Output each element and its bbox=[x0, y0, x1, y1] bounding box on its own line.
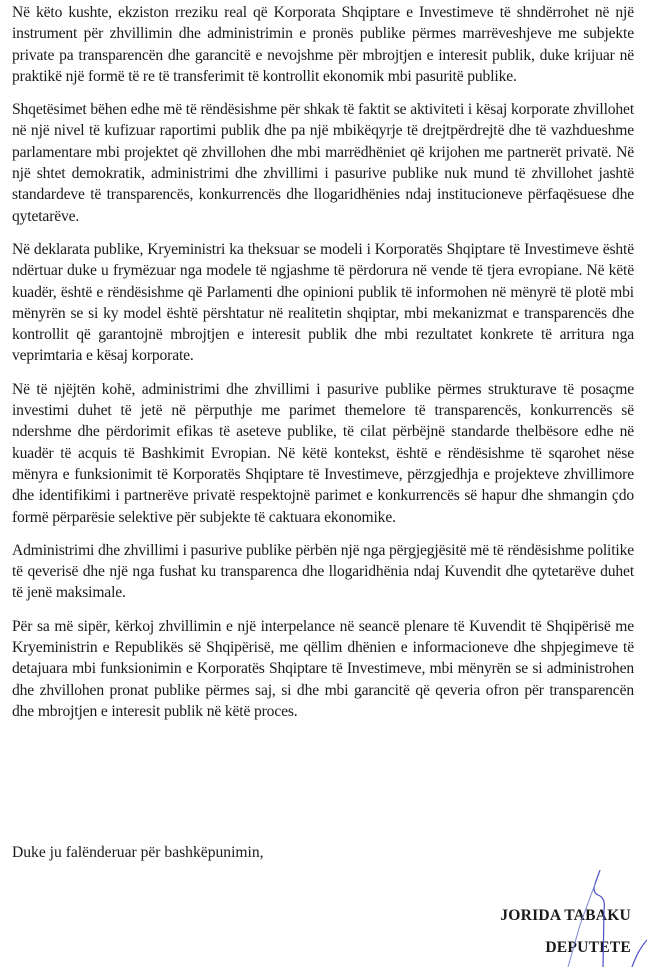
signatory-name: JORIDA TABAKU bbox=[500, 907, 631, 924]
signatory-title: DEPUTETE bbox=[545, 939, 631, 956]
paragraph-responsibility: Administrimi dhe zhvillimi i pasurive publike përbën një nga përgjegjësitë më të rëndësishme politike të qeverisë dhe një nga fushat ku transparenca dhe llogaridhënia ndaj Kuvendit dhe qytetarëve duhet të jenë maksimale. bbox=[12, 541, 634, 602]
closing-line: Duke ju falënderuar për bashkëpunimin, bbox=[12, 844, 264, 861]
letter-body bbox=[12, 2, 634, 734]
paragraph-eu-standards: Në të njëjtën kohë, administrimi dhe zhvillimi i pasurive publike përmes strukturave të posaçme investimi duhet të jetë në përputhje me parimet themelore të transparencës, konkurrencës së ndershme dhe përdorimit efikas të aseteve publike, të cilat përbëjnë standarde thelbësore edhe në kuadër të acquis të Bashkimit Evropian. Në këtë kontekst, është e rëndësishme të sqarohet nëse mënyra e funksionimit të Korporatës Shqiptare të Investimeve, përzgjedhja e projekteve zhvillimore dhe identifikimi i partnerëve privatë respektojnë parimet e konkurrencës së hapur dhe shmangin çdo formë përparësie selektive për subjekte të caktuara ekonomike. bbox=[12, 380, 634, 526]
paragraph-concerns: Shqetësimet bëhen edhe më të rëndësishme për shkak të faktit se aktiviteti i kësaj korporate zhvillohet në një nivel të kufizuar raportimi publik dhe pa një mbikëqyrje të drejtpërdrejtë dhe të vazhdueshme parlamentare mbi projektet që zhvillohen dhe mbi marrëdhëniet që krijohen me partnerët privatë. Në një shtet demokratik, administrimi dhe zhvillimi i pasurive publike nuk mund të zhvillohet jashtë standardeve të transparencës, konkurrencës dhe llogaridhënies ndaj institucioneve përfaqësuese dhe qytetarëve. bbox=[12, 101, 634, 225]
signature-block bbox=[500, 906, 631, 958]
paragraph-declarations: Në deklarata publike, Kryeministri ka theksuar se modeli i Korporatës Shqiptare të Investimeve është ndërtuar duke u frymëzuar nga modele të ngjashme të përdorura në vende të tjera evropiane. Në këtë kuadër, është e rëndësishme që Parlamenti dhe opinioni publik të informohen në mënyrë të plotë mbi mënyrën se si ky model është përshtatur në realitetin shqiptar, mbi mekanizmat e transparencës dhe kontrollit që garantojnë mbrojtjen e interesit publik dhe mbi rezultatet konkrete të arritura nga veprimtaria e kësaj korporate. bbox=[12, 240, 634, 365]
paragraph-risk: Në këto kushte, ekziston rreziku real që Korporata Shqiptare e Investimeve të shndërrohet në një instrument për zhvillimin dhe administrimin e pronës publike përmes marrëveshjeve me subjekte private pa transparencën dhe garancitë e nevojshme për mbrojtjen e interesit publik, duke krijuar në praktikë një formë të re të transferimit të kontrollit ekonomik mbi pasuritë publike. bbox=[12, 4, 634, 85]
paragraph-request: Për sa më sipër, kërkoj zhvillimin e një interpelance në seancë plenare të Kuvendit të Shqipërisë me Kryeministrin e Republikës së Shqipërisë, me qëllim dhënien e informacioneve dhe shpjegimeve të detajuara mbi funksionimin e Korporatës Shqiptare të Investimeve, mbi mënyrën se si administrohen dhe zhvillohen pronat publike përmes saj, si dhe mbi garancitë që qeveria ofron për transparencën dhe mbrojtjen e interesit publik në këtë proces. bbox=[12, 617, 634, 720]
signature-stroke-tail bbox=[632, 940, 647, 967]
